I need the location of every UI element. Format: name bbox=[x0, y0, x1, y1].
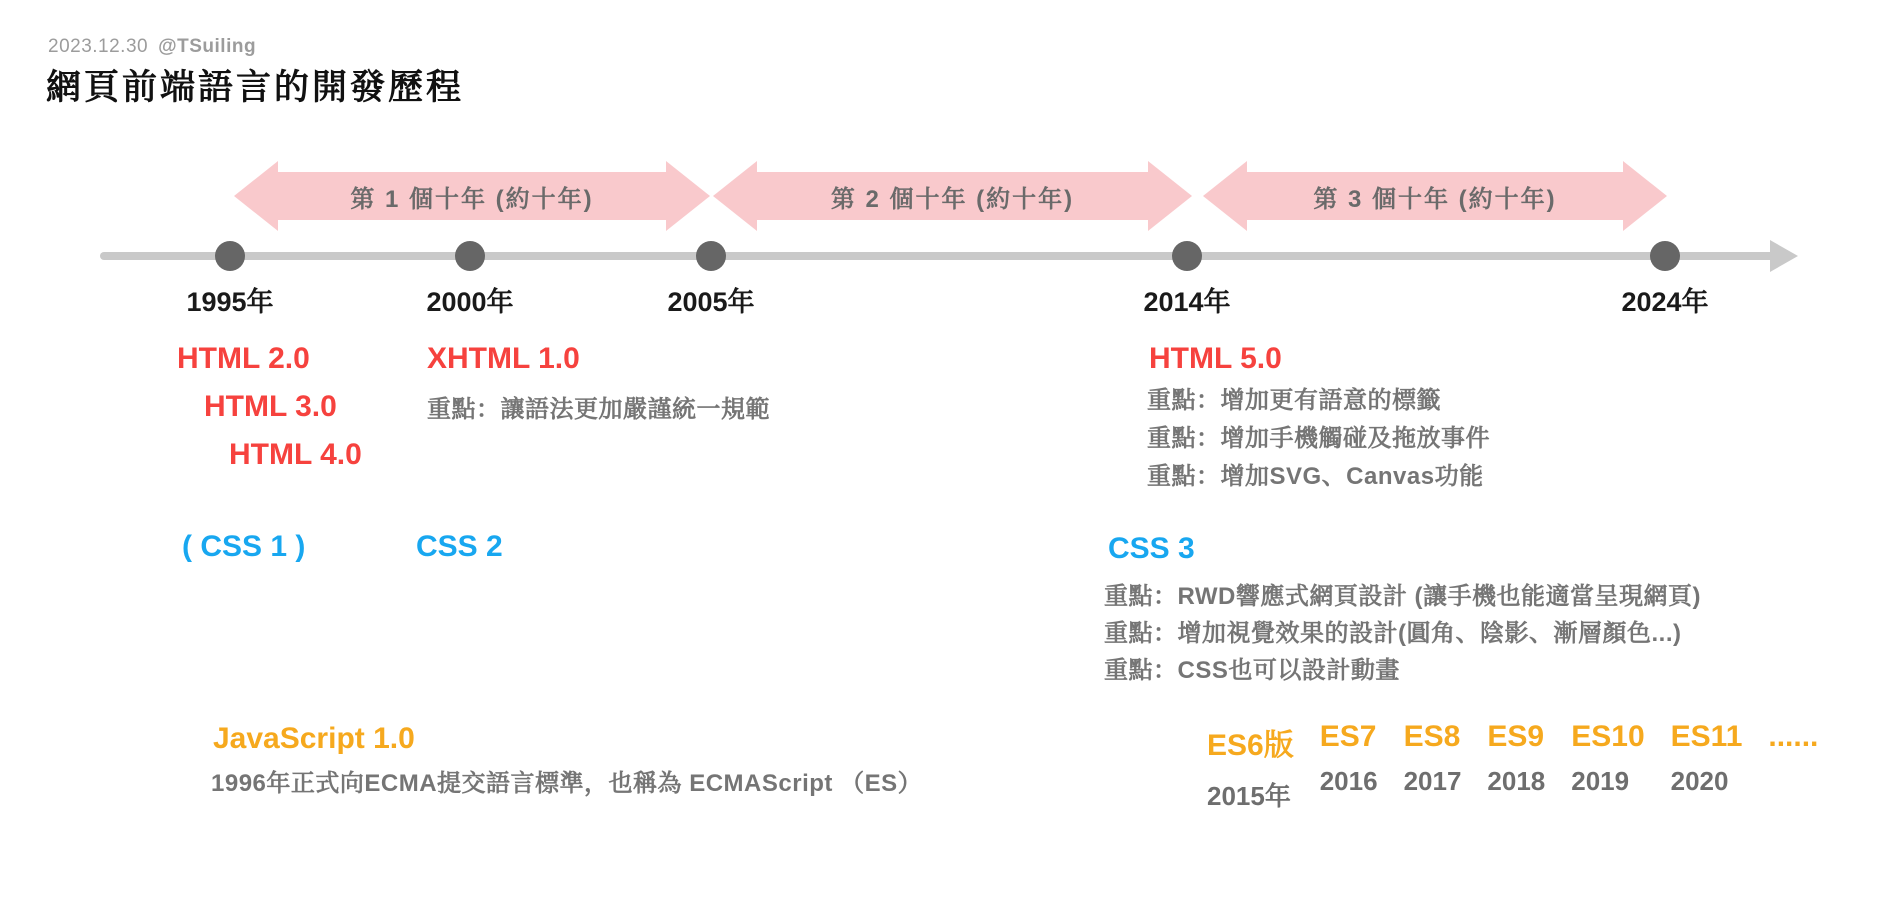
es-version-year: 2019 bbox=[1571, 766, 1630, 796]
timeline-dot-1995 bbox=[215, 241, 245, 271]
decade-arrow-3 bbox=[1203, 161, 1667, 231]
es-version-year: 2017 bbox=[1403, 766, 1462, 796]
year-label-2014: 2014年 bbox=[1143, 287, 1231, 317]
arrow-left-head-icon bbox=[234, 161, 278, 231]
author-handle: @TSuiling bbox=[158, 36, 257, 57]
es-version-column bbox=[1487, 720, 1545, 797]
decade-label: 第 1 個十年 (約十年) bbox=[350, 185, 594, 213]
timeline-dot-2014 bbox=[1172, 241, 1202, 271]
year-label-2000: 2000年 bbox=[426, 287, 514, 317]
css-3-note-line: 重點：RWD響應式網頁設計 (讓手機也能適當呈現網頁) bbox=[1104, 583, 1702, 610]
es-versions-row bbox=[1207, 720, 1818, 813]
arrow-right-head-icon bbox=[666, 161, 710, 231]
css-2-label: CSS 2 bbox=[416, 530, 503, 563]
arrow-right-head-icon bbox=[1623, 161, 1667, 231]
es-version-label: ES8 bbox=[1403, 720, 1461, 753]
es-version-label: ES10 bbox=[1571, 720, 1645, 753]
es-version-column bbox=[1320, 720, 1378, 797]
css-3-label: CSS 3 bbox=[1108, 532, 1195, 565]
decade-arrow-body bbox=[1247, 172, 1623, 220]
es-version-year: 2020 bbox=[1670, 766, 1729, 796]
css-3-note-line: 重點：CSS也可以設計動畫 bbox=[1104, 657, 1400, 684]
es-version-label: ES6版 bbox=[1207, 729, 1294, 762]
es-version-column bbox=[1404, 720, 1462, 797]
timeline-dot-2000 bbox=[455, 241, 485, 271]
html-5-note-line: 重點：增加更有語意的標籤 bbox=[1147, 387, 1441, 414]
css-3-notes bbox=[1104, 578, 1701, 689]
html-2-label: HTML 2.0 bbox=[177, 342, 310, 375]
timeline-dot-2024 bbox=[1650, 241, 1680, 271]
es-version-column bbox=[1671, 720, 1743, 797]
html-3-label: HTML 3.0 bbox=[204, 390, 337, 423]
javascript-note: 1996年正式向ECMA提交語言標準，也稱為 ECMAScript （ES） bbox=[211, 770, 923, 797]
html-5-note-line: 重點：增加手機觸碰及拖放事件 bbox=[1147, 425, 1490, 452]
es-version-label: ...... bbox=[1768, 720, 1819, 753]
year-label-2005: 2005年 bbox=[667, 287, 755, 317]
decade-label: 第 2 個十年 (約十年) bbox=[830, 185, 1075, 213]
es-version-label: ES11 bbox=[1670, 720, 1743, 753]
decade-arrow-body bbox=[757, 172, 1148, 220]
css-1-label: ( CSS 1 ) bbox=[182, 530, 306, 563]
es-version-year: 2015年 bbox=[1207, 781, 1291, 811]
decade-arrow-body bbox=[278, 172, 666, 220]
es-version-label: ES7 bbox=[1319, 720, 1377, 753]
arrow-left-head-icon bbox=[1203, 161, 1247, 231]
es-version-column bbox=[1571, 720, 1644, 797]
year-label-1995: 1995年 bbox=[186, 287, 274, 317]
html-5-notes bbox=[1147, 382, 1490, 496]
arrow-right-head-icon bbox=[1148, 161, 1192, 231]
es-version-column bbox=[1768, 720, 1818, 766]
es-version-year: 2016 bbox=[1319, 766, 1378, 796]
html-4-label: HTML 4.0 bbox=[229, 438, 362, 471]
date-text: 2023.12.30 bbox=[48, 36, 149, 57]
timeline-dot-2005 bbox=[696, 241, 726, 271]
year-label-2024: 2024年 bbox=[1621, 287, 1709, 317]
es-version-label: ES9 bbox=[1487, 720, 1545, 753]
es-version-year: 2018 bbox=[1487, 766, 1546, 796]
timeline-arrowhead-icon bbox=[1770, 240, 1798, 272]
arrow-left-head-icon bbox=[713, 161, 757, 231]
html-5-note-line: 重點：增加SVG、Canvas功能 bbox=[1147, 463, 1484, 490]
html-5-label: HTML 5.0 bbox=[1149, 342, 1282, 375]
javascript-1-label: JavaScript 1.0 bbox=[213, 722, 415, 755]
css-3-note-line: 重點：增加視覺效果的設計(圓角、陰影、漸層顏色...) bbox=[1104, 620, 1682, 647]
decade-label: 第 3 個十年 (約十年) bbox=[1313, 185, 1557, 213]
byline bbox=[48, 36, 256, 58]
es-version-column bbox=[1207, 720, 1294, 813]
decade-arrow-1 bbox=[234, 161, 710, 231]
timeline-axis bbox=[100, 252, 1774, 260]
xhtml-1-label: XHTML 1.0 bbox=[427, 342, 580, 375]
page-title: 網頁前端語言的開發歷程 bbox=[46, 68, 465, 107]
xhtml-note: 重點：讓語法更加嚴謹統一規範 bbox=[427, 396, 770, 423]
decade-arrow-2 bbox=[713, 161, 1192, 231]
